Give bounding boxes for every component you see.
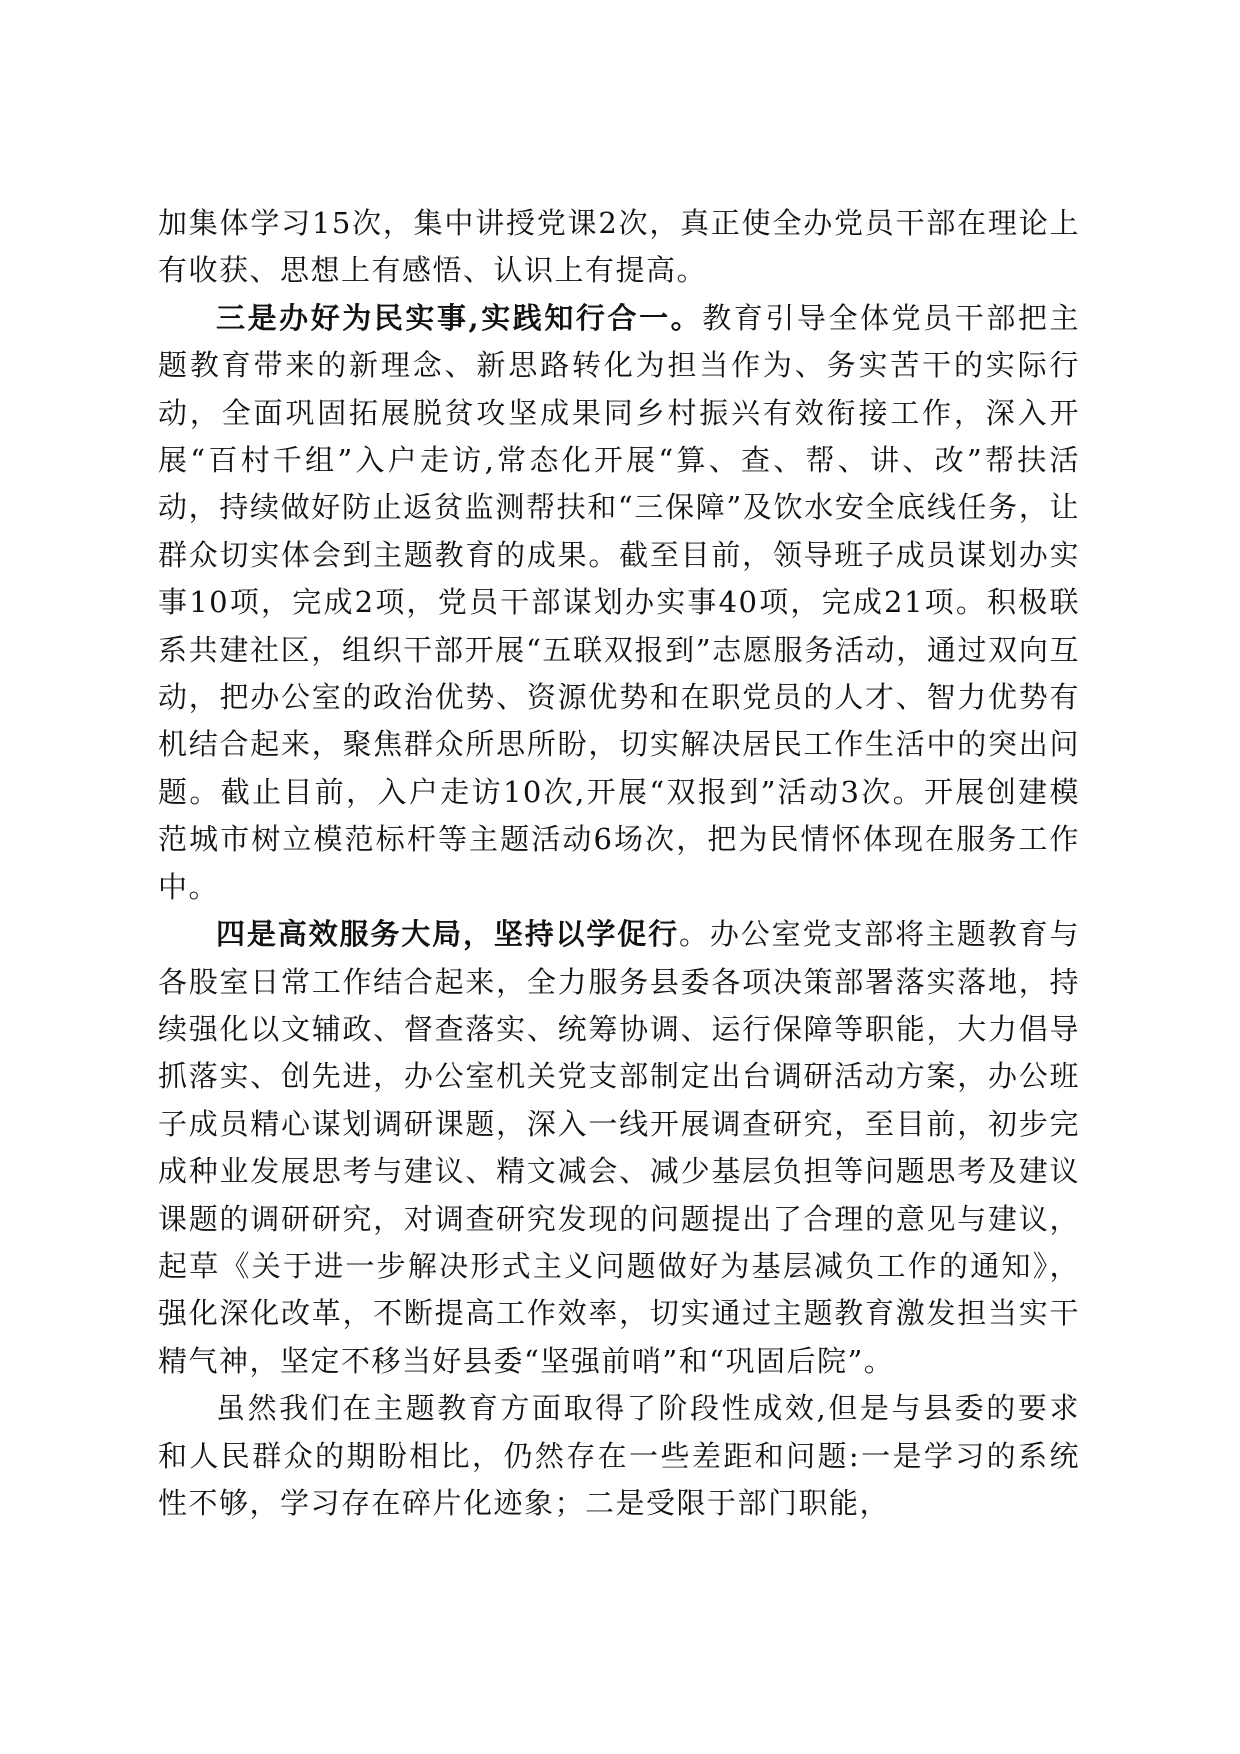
paragraph-heading: 四是高效服务大局，坚持以学促行 <box>216 917 680 952</box>
paragraph-text: 教育引导全体党员干部把主题教育带来的新理念、新思路转化为担当作为、务实苦干的实际行动，全面巩固拓展脱贫攻坚成果同乡村振兴有效衔接工作，深入开展“百村千组”入户走访,常态化开展“算、查、帮、讲、改”帮扶活动，持续做好防止返贫监测帮扶和“三保障”及饮水安全底线任务，让群众切实体会到主题教育的成果。截至目前，领导班子成员谋划办实事10项，完成2项，党员干部谋划办实事40项，完成21项。积极联系共建社区，组织干部开展“五联双报到”志愿服务活动，通过双向互动，把办公室的政治优势、资源优势和在职党员的人才、智力优势有机结合起来，聚焦群众所思所盼，切实解决居民工作生活中的突出问题。截止目前，入户走访10次,开展“双报到”活动3次。开展创建模范城市树立模范标杆等主题活动6场次，把为民情怀体现在服务工作中。 <box>158 300 1080 904</box>
paragraph-text: 加集体学习15次，集中讲授党课2次，真正使全办党员干部在理论上有收获、思想上有感悟、认识上有提高。 <box>158 206 1080 288</box>
paragraph-text: 虽然我们在主题教育方面取得了阶段性成效,但是与县委的要求和人民群众的期盼相比，仍然存在一些差距和问题:一是学习的系统性不够，学习存在碎片化迹象；二是受限于部门职能， <box>158 1391 1080 1520</box>
paragraph-continuation <box>158 200 1080 295</box>
paragraph-shortcomings <box>158 1385 1080 1527</box>
paragraph-four <box>158 911 1080 1385</box>
paragraph-three <box>158 295 1080 911</box>
document-body <box>158 200 1080 1527</box>
paragraph-text: 。办公室党支部将主题教育与各股室日常工作结合起来，全力服务县委各项决策部署落实落地，持续强化以文辅政、督查落实、统筹协调、运行保障等职能，大力倡导抓落实、创先进，办公室机关党支部制定出台调研活动方案，办公班子成员精心谋划调研课题，深入一线开展调查研究，至目前，初步完成种业发展思考与建议、精文减会、减少基层负担等问题思考及建议课题的调研研究，对调查研究发现的问题提出了合理的意见与建议，起草《关于进一步解决形式主义问题做好为基层减负工作的通知》，强化深化改革，不断提高工作效率，切实通过主题教育激发担当实干精气神，坚定不移当好县委“坚强前哨”和“巩固后院”。 <box>158 917 1080 1378</box>
paragraph-heading: 三是办好为民实事,实践知行合一。 <box>216 300 703 335</box>
